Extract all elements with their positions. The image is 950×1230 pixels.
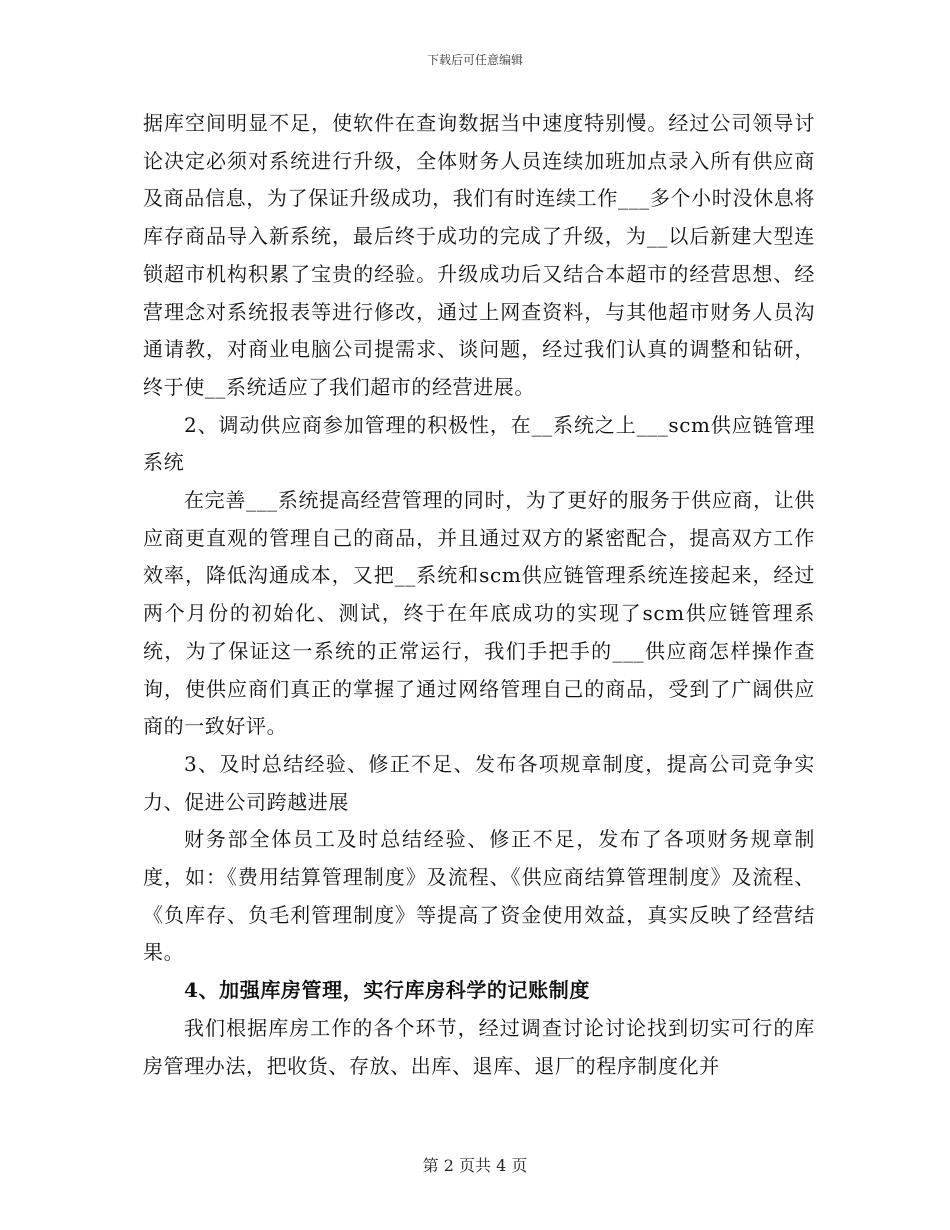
section-heading-3: 3、及时总结经验、修正不足、发布各项规章制度，提高公司竞争实力、促进公司跨越进展: [143, 751, 815, 814]
section-heading-4: 4、加强库房管理，实行库房科学的记账制度: [184, 978, 590, 1003]
document-body: [143, 105, 815, 1085]
section-heading-2: 2、调动供应商参加管理的积极性，在__系统之上___scm供应链管理系统: [143, 412, 815, 475]
page-footer: 第 2 页共 4 页: [422, 1156, 528, 1175]
paragraph-regulations: 财务部全体员工及时总结经验、修正不足，发布了各项财务规章制度，如：《费用结算管理制度》及流程、《供应商结算管理制度》及流程、《负库存、负毛利管理制度》等提高了资金使用效益，真实反映了经营结果。: [143, 827, 815, 965]
paragraph-continuation: 据库空间明显不足，使软件在查询数据当中速度特别慢。经过公司领导讨论决定必须对系统进行升级，全体财务人员连续加班加点录入所有供应商及商品信息，为了保证升级成功，我们有时连续工作___多个小时没休息将库存商品导入新系统，最后终于成功的完成了升级，为__以后新建大型连锁超市机构积累了宝贵的经验。升级成功后又结合本超市的经营思想、经营理念对系统报表等进行修改，通过上网查资料，与其他超市财务人员沟通请教，对商业电脑公司提需求、谈问题，经过我们认真的调整和钻研，终于使__系统适应了我们超市的经营进展。: [143, 111, 815, 399]
page-header: 下载后可任意编辑: [426, 53, 523, 67]
paragraph-warehouse: 我们根据库房工作的各个环节，经过调查讨论讨论找到切实可行的库房管理办法，把收货、存放、出库、退库、退厂的程序制度化并: [143, 1015, 815, 1078]
paragraph-scm: 在完善___系统提高经营管理的同时，为了更好的服务于供应商，让供应商更直观的管理自己的商品，并且通过双方的紧密配合，提高双方工作效率，降低沟通成本，又把__系统和scm供应链管理系统连接起来，经过两个月份的初始化、测试，终于在年底成功的实现了scm供应链管理系统，为了保证这一系统的正常运行，我们手把手的___供应商怎样操作查询，使供应商们真正的掌握了通过网络管理自己的商品，受到了广阔供应商的一致好评。: [143, 488, 815, 739]
